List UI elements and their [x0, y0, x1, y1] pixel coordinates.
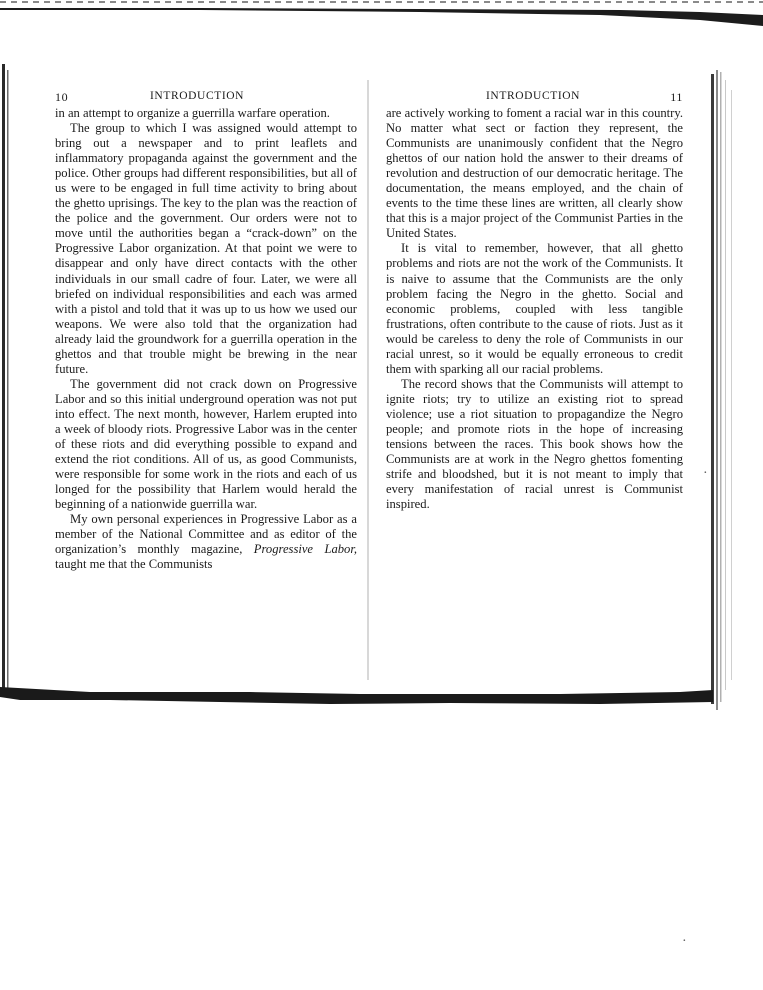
running-head-title-right: INTRODUCTION — [486, 90, 581, 102]
paragraph: The government did not crack down on Progressive Labor and so this initial underground operation was not put into effect. The next month, however, Harlem erupted into a week of bloody riots. Progressive Labor was in the center of these riots and did everything possible to expand and extend the riot conditions. All of us, as good Communists, were responsible for some work in the riots and each of us longed for the possibility that Harlem would herald the beginning of a nationwide guerrilla war. — [55, 376, 357, 512]
book-spread — [0, 60, 763, 720]
left-page-body — [55, 106, 357, 572]
paragraph-text: taught me that the Communists — [55, 557, 213, 572]
paragraph: It is vital to remember, however, that all ghetto problems and riots are not the work of the Communists. It is naive to assume that the Communists are the only problem facing the Negro in the ghetto. Social and economic problems, coupled with less tangible frustrations, often contribute to the cause of riots. Just as it would be careless to deny the role of Communists in our racial unrest, so it would be equally erroneous to credit them with sparking all our racial problems. — [386, 241, 683, 376]
left-running-head — [55, 90, 357, 106]
scan-speck: · — [682, 934, 687, 949]
paragraph — [55, 512, 357, 572]
magazine-title: Progressive Labor, — [253, 542, 357, 557]
paragraph: are actively working to foment a racial war in this country. No matter what sect or faction they represent, the Communists are unanimously confident that the Negro ghettos of our nation hold the answer to their dreams of revolution and destruction of our democratic heritage. The documentation, the means employed, and the chain of events to the time these lines are written, all clearly show that this is a major project of the Communist Parties in the United States. — [386, 106, 683, 241]
running-head-title-left: INTRODUCTION — [150, 90, 245, 102]
right-running-head — [386, 90, 683, 106]
scan-top-edge — [0, 0, 763, 30]
paragraph: The group to which I was assigned would attempt to bring out a newspaper and to print leaflets and inflammatory propaganda against the government and the police. Other groups had different responsibilities, but all of us were to be engaged in full time activity to bring about the ghetto uprisings. The key to the plan was the reaction of the police and the government. Our orders were not to move until the authorities began a “crack-down” on the Progressive Labor organization. At that point we were to disappear and only have direct contacts with the other individuals in our small cadre of four. Later, we were all briefed on individual responsibilities and each was armed with a pistol and told that it was up to us how we used our weapons. We were also told that the organization had already laid the groundwork for a guerrilla operation in the ghettos and that trouble might be brewing in the near future. — [55, 121, 357, 376]
page-number-right: 11 — [670, 90, 683, 104]
paragraph-text: My own personal experiences in Progressive Labor as a member of the National Committee and as editor of the organization’s monthly magazine, — [55, 512, 357, 557]
paragraph: in an attempt to organize a guerrilla warfare operation. — [55, 106, 330, 120]
scan-speck: · — [703, 466, 708, 481]
right-page-body — [386, 106, 683, 512]
page-number-left: 10 — [55, 90, 69, 104]
paragraph: The record shows that the Communists will attempt to ignite riots; try to utilize an existing riot to spread violence; use a riot situation to propagandize the Negro people; and promote riots in the hope of increasing tensions between the races. This book shows how the Communists are at work in the Negro ghettos fomenting strife and bloodshed, but it is not meant to imply that every manifestation of racial unrest is Communist inspired. — [386, 376, 683, 512]
left-page — [55, 90, 357, 572]
right-page — [386, 90, 683, 512]
